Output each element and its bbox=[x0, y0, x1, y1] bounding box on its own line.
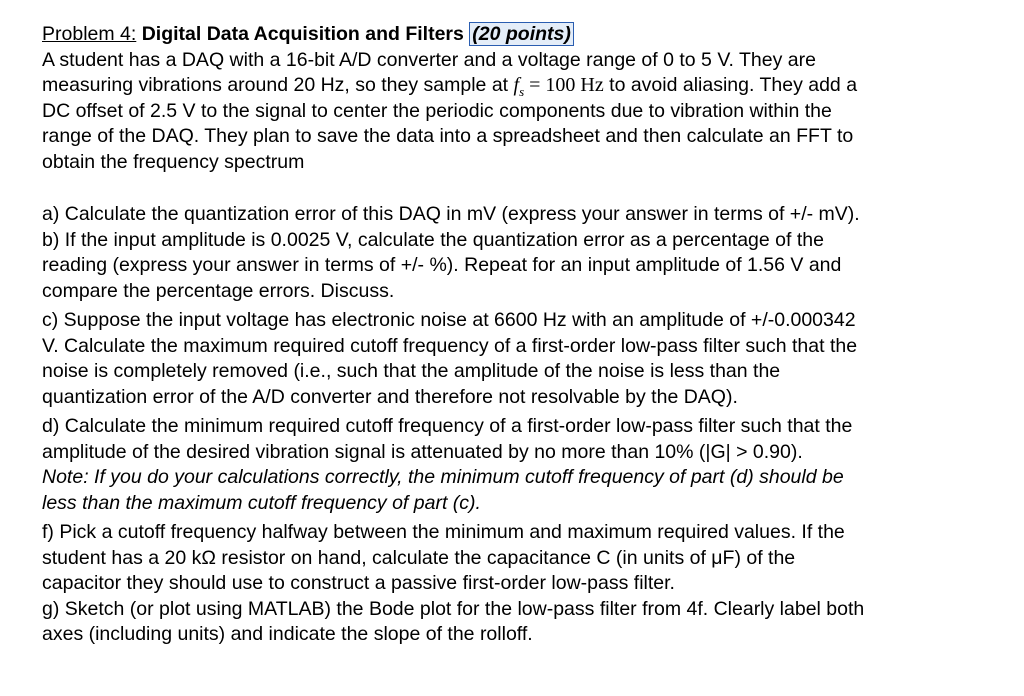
part-f-line: f) Pick a cutoff frequency halfway between the minimum and maximum required values. If the bbox=[42, 521, 845, 543]
problem-heading bbox=[42, 22, 1002, 48]
note-line: Note: If you do your calculations correctly, the minimum cutoff frequency of part (d) should be bbox=[42, 466, 844, 488]
problem-label: Problem 4: bbox=[42, 23, 137, 45]
part-c-line: V. Calculate the maximum required cutoff frequency of a first-order low-pass filter such that the bbox=[42, 334, 858, 357]
part-f-line: capacitor they should use to construct a passive first-order low-pass filter. bbox=[42, 572, 675, 594]
part-g bbox=[42, 597, 1002, 648]
fs-symbol: f bbox=[513, 74, 520, 96]
intro-line: DC offset of 2.5 V to the signal to center the periodic components due to vibration within the bbox=[42, 99, 832, 122]
part-d bbox=[42, 414, 1002, 465]
note-paragraph bbox=[42, 465, 1002, 516]
part-c bbox=[42, 308, 1002, 410]
intro-line bbox=[42, 73, 1002, 99]
paragraph-gap bbox=[42, 175, 1002, 202]
part-g-line: g) Sketch (or plot using MATLAB) the Bode plot for the low-pass filter from 4f. Clearly label both bbox=[42, 597, 865, 620]
intro-text: to avoid aliasing. They add a bbox=[603, 74, 858, 96]
part-b-line: b) If the input amplitude is 0.0025 V, calculate the quantization error as a percentage of the bbox=[42, 228, 824, 251]
intro-text: measuring vibrations around 20 Hz, so they sample at bbox=[42, 74, 514, 96]
part-b-line: compare the percentage errors. Discuss. bbox=[42, 279, 395, 302]
part-b-line: reading (express your answer in terms of +/- %). Repeat for an input amplitude of 1.56 V and bbox=[42, 254, 842, 276]
part-a-line: a) Calculate the quantization error of this DAQ in mV (express your answer in terms of +/- mV). bbox=[42, 203, 860, 225]
intro-line: obtain the frequency spectrum bbox=[42, 150, 305, 173]
fs-subscript: s bbox=[519, 84, 525, 99]
note-line: less than the maximum cutoff frequency of part (c). bbox=[42, 491, 481, 514]
part-g-line: axes (including units) and indicate the slope of the rolloff. bbox=[42, 623, 533, 645]
part-d-line: d) Calculate the minimum required cutoff frequency of a first-order low-pass filter such that the bbox=[42, 415, 853, 437]
part-c-line: noise is completely removed (i.e., such that the amplitude of the noise is less than the bbox=[42, 360, 781, 382]
points-highlight: (20 points) bbox=[469, 22, 574, 46]
part-b bbox=[42, 228, 1002, 305]
part-f bbox=[42, 520, 1002, 597]
part-d-line: amplitude of the desired vibration signal is attenuated by no more than 10% (|G| > 0.90). bbox=[42, 440, 803, 463]
part-a bbox=[42, 202, 1002, 228]
problem-document bbox=[42, 22, 1002, 648]
part-c-line: quantization error of the A/D converter and therefore not resolvable by the DAQ). bbox=[42, 385, 738, 408]
intro-line: A student has a DAQ with a 16-bit A/D converter and a voltage range of 0 to 5 V. They are bbox=[42, 48, 816, 71]
sampling-frequency-expression bbox=[513, 74, 604, 99]
part-c-line: c) Suppose the input voltage has electronic noise at 6600 Hz with an amplitude of +/-0.000342 bbox=[42, 309, 856, 331]
intro-paragraph bbox=[42, 48, 1002, 176]
intro-line: range of the DAQ. They plan to save the data into a spreadsheet and then calculate an FFT to bbox=[42, 125, 854, 147]
fs-value: = 100 Hz bbox=[524, 74, 604, 96]
problem-title: Digital Data Acquisition and Filters bbox=[141, 23, 464, 45]
part-f-line: student has a 20 kΩ resistor on hand, calculate the capacitance C (in units of μF) of the bbox=[42, 546, 796, 569]
